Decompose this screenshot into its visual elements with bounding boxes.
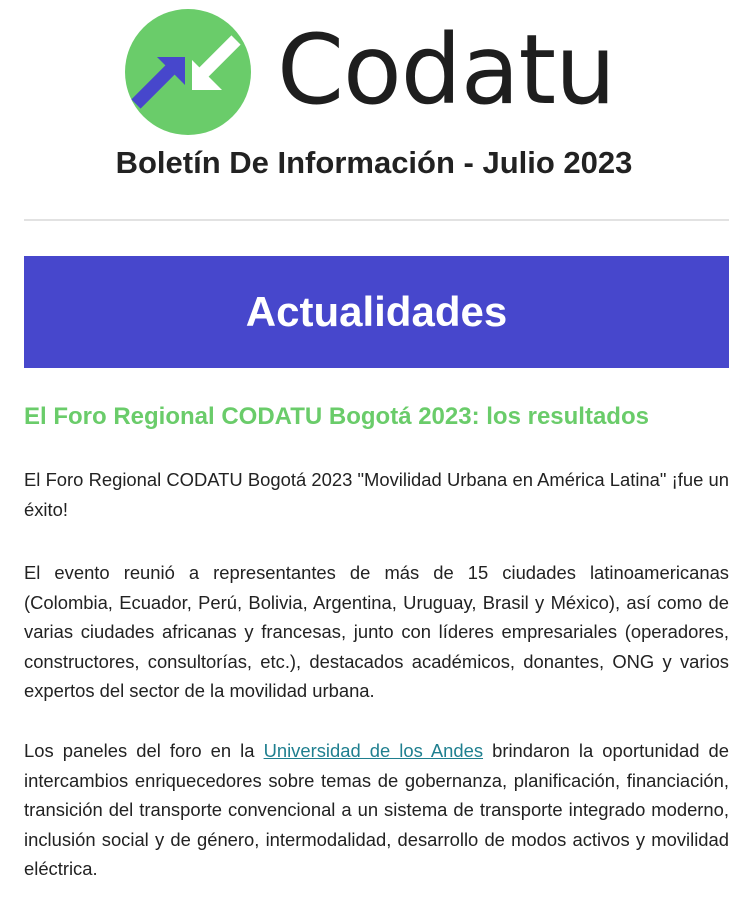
- logo-circle: [125, 9, 251, 135]
- article-title: El Foro Regional CODATU Bogotá 2023: los resultados: [24, 403, 649, 430]
- paragraph-3-intro: Los paneles del foro en la: [24, 740, 264, 761]
- arrows-in-out-icon: [124, 8, 252, 136]
- section-title: Actualidades: [245, 288, 508, 335]
- universidad-link[interactable]: Universidad de los Andes: [263, 740, 484, 761]
- brand-wordmark: Codatu: [277, 14, 616, 126]
- article-paragraph-2: El evento reunió a representantes de más de 15 ciudades latinoamericanas (Colombia, Ecuador, Perú, Bolivia, Argentina, Uruguay, Brasil y México), así como de varias ciudades africanas y francesas, junto con líderes empresariales (operadores, constructores, consultorías, etc.), destacados académicos, donantes, ONG y varios expertos del sector de la movilidad urbana.: [24, 562, 729, 701]
- article-paragraph-1: El Foro Regional CODATU Bogotá 2023 "Movilidad Urbana en América Latina" ¡fue un éxito!: [24, 469, 729, 520]
- newsletter-title: Boletín De Información - Julio 2023: [115, 145, 633, 180]
- logo-mark-svg: [124, 8, 252, 136]
- brand-header: [0, 8, 748, 136]
- section-banner: [24, 256, 729, 368]
- article-paragraph-3: [24, 736, 729, 884]
- paragraph-3-rest: brindaron la oportunidad de intercambios enriquecedores sobre temas de gobernanza, planificación, financiación, transición del transporte convencional a un sistema de transporte integrado moderno, inclusión social y de género, intermodalidad, desarrollo de modos activos y movilidad eléctrica.: [24, 740, 729, 879]
- divider: [24, 219, 729, 221]
